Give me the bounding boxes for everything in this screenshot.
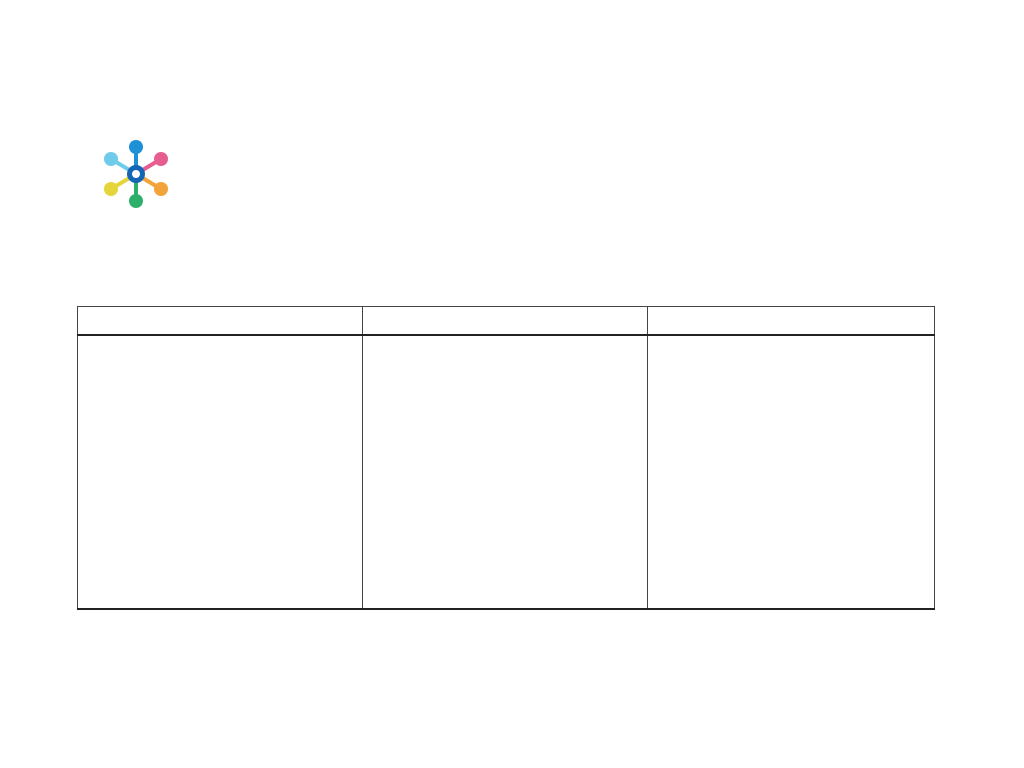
header-soluciones <box>648 307 935 336</box>
avances-cell <box>78 335 363 609</box>
table-row <box>78 335 935 609</box>
conexiones-logo <box>95 139 405 211</box>
planning-table <box>77 306 935 610</box>
network-logo-icon <box>95 139 177 209</box>
tropiezos-cell <box>363 335 648 609</box>
table-header-row <box>78 307 935 336</box>
header-avances <box>78 307 363 336</box>
soluciones-cell <box>648 335 935 609</box>
header-tropiezos <box>363 307 648 336</box>
header-dots-banner <box>505 145 945 203</box>
